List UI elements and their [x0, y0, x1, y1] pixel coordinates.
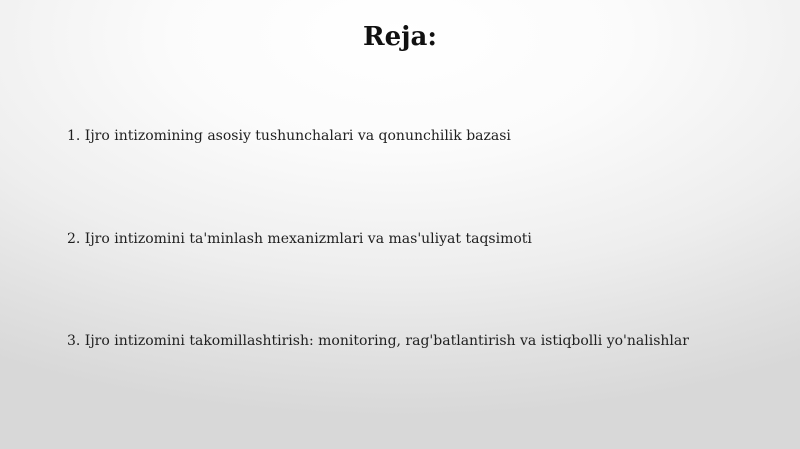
plan-item-2: 2. Ijro intizomini ta'minlash mexanizmlari va mas'uliyat taqsimoti — [67, 231, 532, 247]
plan-item-1: 1. Ijro intizomining asosiy tushunchalari va qonunchilik bazasi — [67, 128, 511, 144]
plan-list — [67, 0, 787, 449]
plan-item-3: 3. Ijro intizomini takomillashtirish: monitoring, rag'batlantirish va istiqbolli yo'nalishlar — [67, 333, 689, 349]
slide-title: Reja: — [362, 22, 437, 52]
